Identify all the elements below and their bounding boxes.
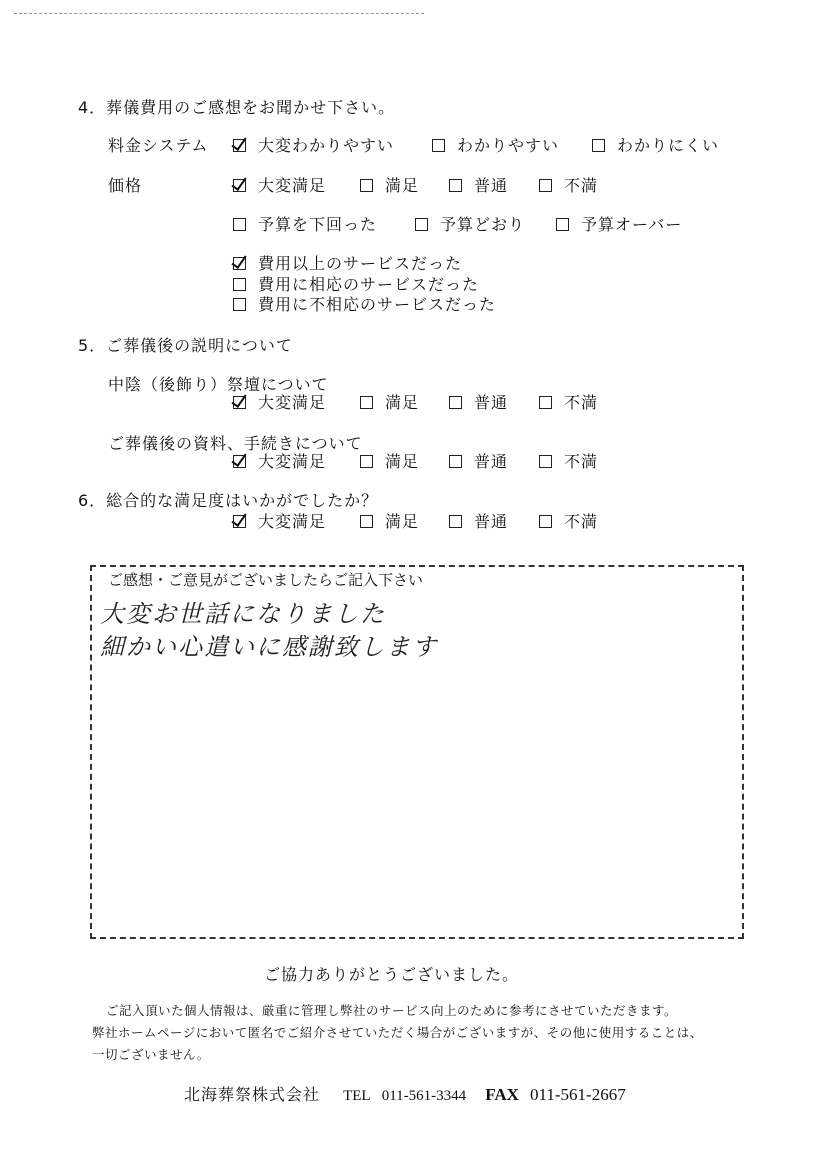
- price-label: 価格: [108, 176, 143, 195]
- documents-option-dissatisfied[interactable]: 不満: [539, 449, 598, 472]
- checkbox[interactable]: [415, 218, 428, 231]
- budget-option-under[interactable]: 予算を下回った: [233, 212, 377, 235]
- altar-option-dissatisfied[interactable]: 不満: [539, 390, 598, 413]
- service-option-above-cost[interactable]: 費用以上のサービスだった: [233, 251, 462, 274]
- checkbox[interactable]: [592, 139, 605, 152]
- checkbox[interactable]: [539, 515, 552, 528]
- checkbox[interactable]: [556, 218, 569, 231]
- documents-label: ご葬儀後の資料、手続きについて: [108, 434, 363, 453]
- service-option-below-cost[interactable]: 費用に不相応のサービスだった: [233, 292, 496, 315]
- altar-label: 中陰（後飾り）祭壇について: [108, 375, 329, 394]
- fee-system-label: 料金システム: [108, 136, 209, 155]
- fax-label: FAX: [485, 1085, 519, 1104]
- checkbox[interactable]: [233, 515, 246, 528]
- price-option-satisfied[interactable]: 満足: [360, 173, 419, 196]
- checkbox[interactable]: [539, 179, 552, 192]
- checkbox[interactable]: [233, 396, 246, 409]
- privacy-notice-line-3: 一切ございません。: [92, 1047, 210, 1062]
- service-option-matching-cost[interactable]: 費用に相応のサービスだった: [233, 272, 479, 295]
- checkbox[interactable]: [449, 515, 462, 528]
- checkbox[interactable]: [449, 396, 462, 409]
- documents-option-satisfied[interactable]: 満足: [360, 449, 419, 472]
- company-name: 北海葬祭株式会社: [184, 1085, 321, 1104]
- tel-label: TEL: [343, 1088, 371, 1104]
- checkbox[interactable]: [233, 298, 246, 311]
- thanks-message: ご協力ありがとうございました。: [264, 965, 520, 984]
- checkbox[interactable]: [233, 179, 246, 192]
- checkbox[interactable]: [360, 515, 373, 528]
- scan-edge-line: [14, 13, 424, 14]
- price-option-very-satisfied[interactable]: 大変満足: [233, 173, 326, 196]
- handwritten-comment-line-2: 細かい心遣いに感謝致します: [100, 633, 438, 661]
- overall-option-satisfied[interactable]: 満足: [360, 509, 419, 532]
- budget-option-on[interactable]: 予算どおり: [415, 212, 525, 235]
- q4-heading: 4．葬儀費用のご感想をお聞かせ下さい。: [78, 98, 396, 117]
- fee-option-clear[interactable]: わかりやすい: [432, 133, 559, 156]
- budget-option-over[interactable]: 予算オーバー: [556, 212, 682, 235]
- comment-prompt: ご感想・ご意見がございましたらご記入下さい: [108, 571, 424, 589]
- checkbox[interactable]: [360, 455, 373, 468]
- altar-option-normal[interactable]: 普通: [449, 390, 508, 413]
- privacy-notice-line-2: 弊社ホームページにおいて匿名でご紹介させていただく場合がございますが、その他に使用することは、: [92, 1025, 703, 1040]
- checkbox[interactable]: [432, 139, 445, 152]
- checkbox[interactable]: [539, 396, 552, 409]
- checkbox[interactable]: [233, 455, 246, 468]
- q5-heading: 5．ご葬儀後の説明について: [78, 336, 293, 355]
- checkbox[interactable]: [233, 139, 246, 152]
- handwritten-comment-line-1: 大変お世話になりました: [100, 600, 386, 628]
- checkbox[interactable]: [539, 455, 552, 468]
- fee-option-very-clear[interactable]: 大変わかりやすい: [233, 133, 394, 156]
- checkbox[interactable]: [449, 179, 462, 192]
- overall-option-dissatisfied[interactable]: 不満: [539, 509, 598, 532]
- checkbox[interactable]: [233, 218, 246, 231]
- altar-option-very-satisfied[interactable]: 大変満足: [233, 390, 326, 413]
- checkbox[interactable]: [233, 278, 246, 291]
- checkbox[interactable]: [360, 396, 373, 409]
- contact-footer: [184, 1082, 626, 1105]
- price-option-dissatisfied[interactable]: 不満: [539, 173, 598, 196]
- fax-number: 011-561-2667: [530, 1085, 626, 1104]
- fee-option-unclear[interactable]: わかりにくい: [592, 133, 719, 156]
- checkbox[interactable]: [449, 455, 462, 468]
- documents-option-normal[interactable]: 普通: [449, 449, 508, 472]
- price-option-normal[interactable]: 普通: [449, 173, 508, 196]
- tel-number: 011-561-3344: [381, 1088, 467, 1104]
- privacy-notice-line-1: ご記入頂いた個人情報は、厳重に管理し弊社のサービス向上のために参考にさせていただきます。: [106, 1003, 678, 1018]
- altar-option-satisfied[interactable]: 満足: [360, 390, 419, 413]
- checkbox[interactable]: [360, 179, 373, 192]
- documents-option-very-satisfied[interactable]: 大変満足: [233, 449, 326, 472]
- overall-option-normal[interactable]: 普通: [449, 509, 508, 532]
- q6-heading: 6．総合的な満足度はいかがでしたか？: [78, 491, 379, 510]
- checkbox[interactable]: [233, 257, 246, 270]
- overall-option-very-satisfied[interactable]: 大変満足: [233, 509, 326, 532]
